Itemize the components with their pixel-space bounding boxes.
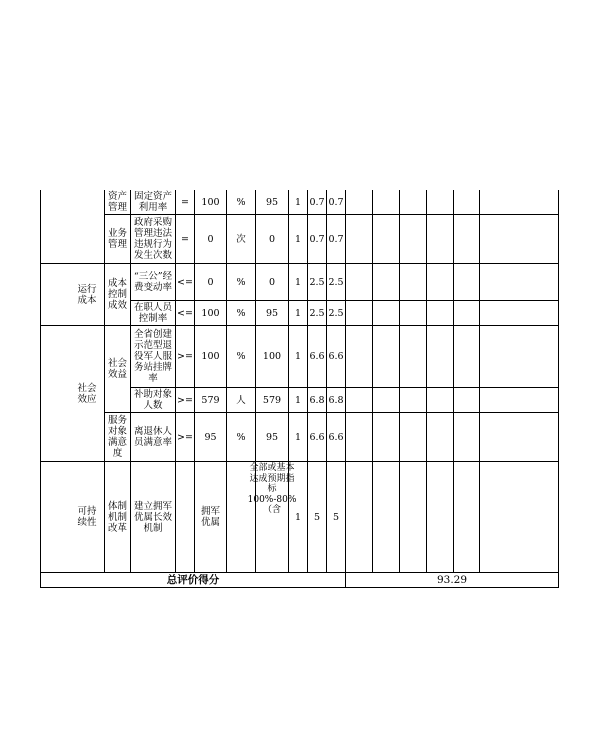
unit: %: [236, 307, 246, 319]
score-a: 6.6: [309, 431, 325, 443]
operator: <=: [177, 307, 193, 319]
indicator-name: 在职人员控制率: [133, 302, 172, 324]
target-value: 0: [207, 233, 214, 245]
group-social-effect: 社会效应: [77, 382, 97, 405]
category-label: 资产管理: [107, 191, 127, 213]
weight: 1: [294, 431, 302, 443]
operator: =: [181, 233, 189, 245]
actual-value: 全部或基本达成预期指标100%-80%（含: [247, 463, 297, 515]
indicator-name: 离退休人员满意率: [133, 426, 172, 448]
score-b: 0.7: [328, 196, 344, 208]
score-b: 0.7: [328, 233, 344, 245]
total-score-label: 总评价得分: [166, 573, 220, 586]
target-value: 100: [201, 196, 220, 208]
actual-value: 0: [268, 233, 276, 245]
score-a: 2.5: [309, 276, 325, 288]
score-b: 5: [332, 511, 340, 523]
category-label: 体制机制改革: [107, 500, 127, 534]
operator: =: [181, 196, 189, 208]
weight: 1: [294, 307, 302, 319]
operator: >=: [177, 394, 193, 406]
indicator-name: 全省创建示范型退役军人服务站挂牌率: [133, 329, 172, 384]
group-sustainability: 可持续性: [77, 506, 97, 528]
actual-value: 0: [268, 276, 276, 288]
target-value: 0: [207, 276, 214, 288]
weight: 1: [294, 196, 302, 208]
score-b: 6.6: [328, 431, 344, 443]
actual-value: 95: [265, 196, 279, 208]
indicator-name: “三公”经费变动率: [133, 271, 173, 293]
weight: 1: [294, 233, 302, 245]
category-label: 社会效益: [107, 358, 127, 380]
target-value: 579: [201, 394, 220, 406]
operator: <=: [177, 276, 193, 288]
score-b: 6.6: [328, 351, 344, 362]
indicator-name: 政府采购管理违法违规行为发生次数: [133, 217, 172, 261]
actual-value: 579: [262, 394, 282, 406]
category-label: 成本控制成效: [107, 278, 127, 311]
weight: 1: [294, 276, 302, 288]
weight: 1: [294, 394, 302, 406]
actual-value: 95: [265, 431, 279, 443]
unit: %: [236, 276, 246, 288]
operator: >=: [177, 431, 193, 443]
score-b: 2.5: [328, 307, 344, 319]
unit: 人: [236, 394, 246, 406]
target-value: 100: [201, 351, 220, 362]
actual-value: 100: [262, 351, 282, 362]
score-a: 2.5: [309, 307, 325, 319]
category-label: 服务对象满意度: [107, 415, 127, 459]
actual-value: 95: [265, 307, 279, 319]
category-label: 业务管理: [107, 228, 127, 250]
score-a: 0.7: [309, 233, 325, 245]
group-operating-cost: 运行成本: [77, 283, 97, 306]
unit: %: [236, 431, 246, 443]
operator: [176, 462, 194, 572]
total-score-value: 93.29: [436, 573, 468, 586]
weight: 1: [294, 351, 302, 362]
unit: %: [236, 196, 246, 208]
indicator-name: 补助对象人数: [133, 389, 172, 411]
score-b: 2.5: [328, 276, 344, 288]
score-a: 5: [313, 511, 321, 523]
score-a: 6.8: [309, 394, 325, 406]
score-a: 0.7: [309, 196, 325, 208]
score-a: 6.6: [309, 351, 325, 362]
indicator-name: 建立拥军优属长效机制: [133, 500, 172, 534]
target-value: 95: [204, 431, 217, 443]
evaluation-table: [40, 190, 559, 588]
indicator-name: 固定资产利用率: [133, 191, 172, 213]
operator: >=: [177, 351, 193, 362]
unit: %: [236, 351, 246, 362]
target-value: 100: [201, 307, 220, 319]
score-b: 6.8: [328, 394, 344, 406]
weight: 1: [294, 511, 302, 523]
unit: 次: [236, 233, 246, 245]
target-value: 拥军优属: [200, 506, 220, 528]
